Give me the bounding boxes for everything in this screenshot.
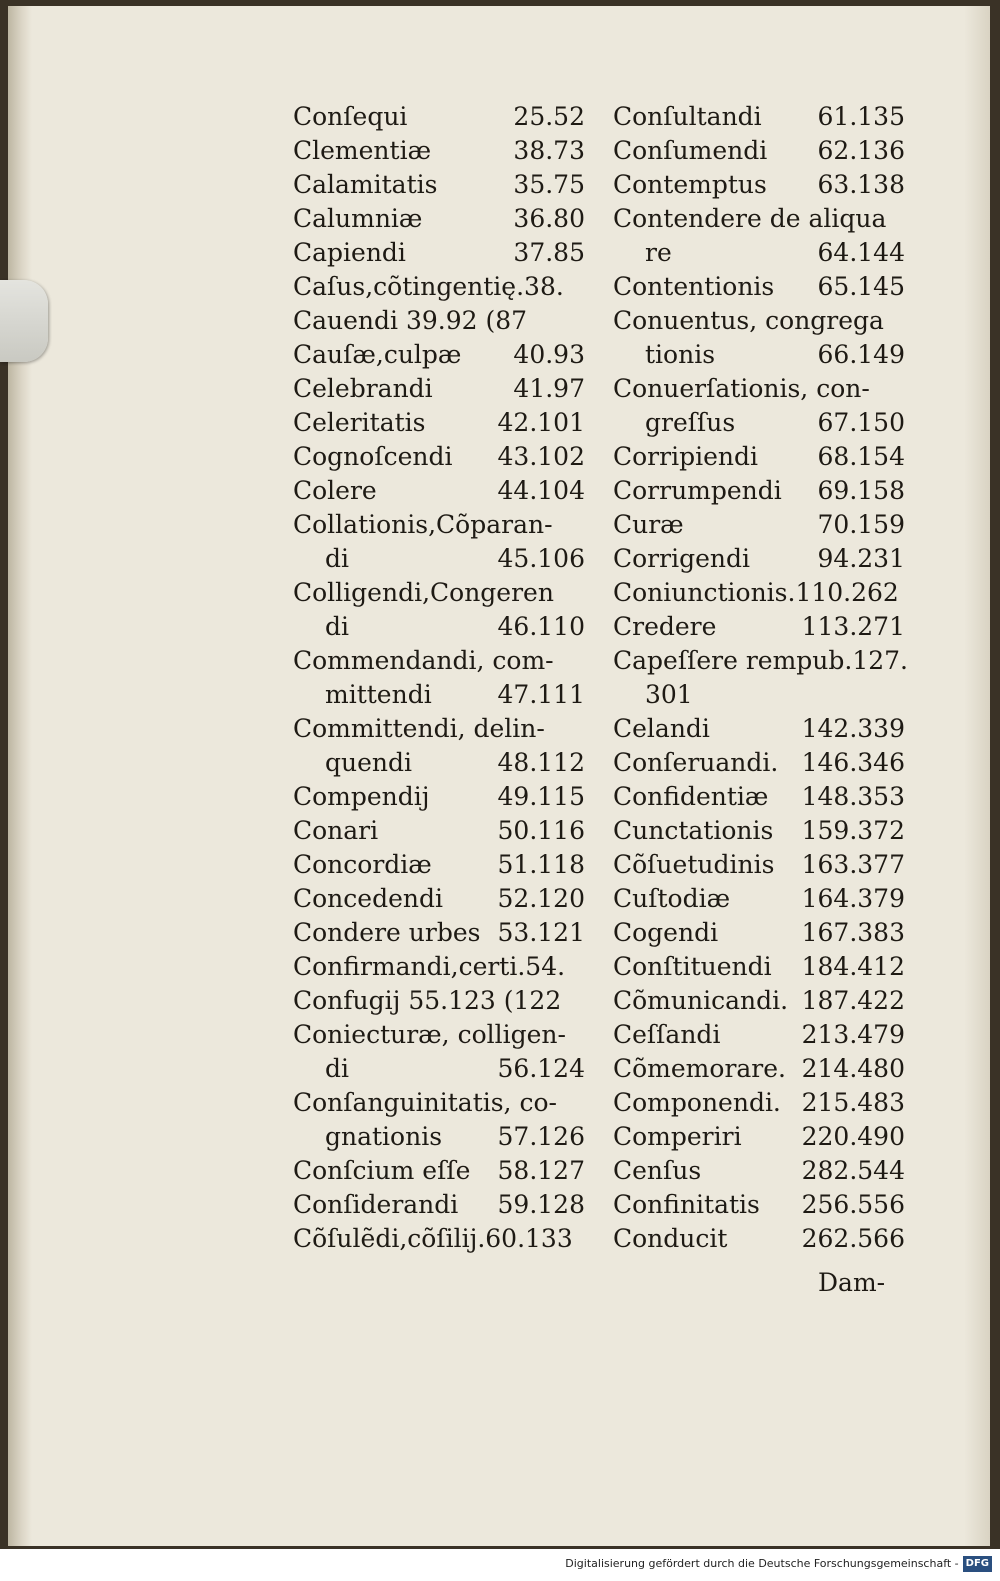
- index-entry: [293, 372, 585, 406]
- entry-term: 301: [645, 680, 693, 709]
- entry-term: Conſanguinitatis, co-: [293, 1088, 557, 1117]
- entry-page-ref: 64.144: [817, 238, 905, 267]
- entry-page-ref: 44.104: [497, 476, 585, 505]
- index-entry: [613, 1086, 905, 1120]
- entry-page-ref: 58.127: [497, 1156, 585, 1185]
- index-entry: [613, 882, 905, 916]
- entry-term: Conſultandi: [613, 102, 762, 131]
- entry-term: Concordiæ: [293, 850, 432, 879]
- entry-page-ref: 45.106: [497, 544, 585, 573]
- entry-page-ref: 50.116: [497, 816, 585, 845]
- entry-term: Conducit: [613, 1224, 728, 1253]
- index-entry: [613, 848, 905, 882]
- entry-term: Conſumendi: [613, 136, 768, 165]
- entry-term: Corrigendi: [613, 544, 750, 573]
- entry-term: Calamitatis: [293, 170, 438, 199]
- entry-term: Capeſſere rempub.127.: [613, 646, 908, 675]
- entry-page-ref: 36.80: [513, 204, 585, 233]
- page-right-shade: [964, 6, 990, 1546]
- entry-page-ref: 37.85: [513, 238, 585, 267]
- entry-page-ref: 187.422: [801, 986, 905, 1015]
- index-entry: [613, 542, 905, 576]
- index-entry: [293, 1018, 585, 1052]
- entry-term: Curæ: [613, 510, 684, 539]
- index-entry: [293, 984, 585, 1018]
- entry-page-ref: 214.480: [801, 1054, 905, 1083]
- index-entry: [613, 1222, 905, 1256]
- index-entry: [293, 916, 585, 950]
- entry-term: Committendi, delin-: [293, 714, 545, 743]
- index-entry: [293, 168, 585, 202]
- index-entry: [613, 576, 905, 610]
- entry-page-ref: 56.124: [497, 1054, 585, 1083]
- index-entry: [293, 406, 585, 440]
- index-entry: [613, 338, 905, 372]
- index-entry: [293, 1154, 585, 1188]
- catchword: Dam-: [818, 1268, 886, 1297]
- index-entry: [613, 1188, 905, 1222]
- index-entry: [613, 100, 905, 134]
- entry-term: di: [325, 612, 349, 641]
- entry-page-ref: 62.136: [817, 136, 905, 165]
- index-entry: [613, 406, 905, 440]
- entry-page-ref: 52.120: [497, 884, 585, 913]
- entry-term: Conſcium eſſe: [293, 1156, 471, 1185]
- entry-term: Contentionis: [613, 272, 775, 301]
- entry-term: Corripiendi: [613, 442, 758, 471]
- index-entry: [293, 1188, 585, 1222]
- index-entry: [293, 610, 585, 644]
- index-entry: [613, 168, 905, 202]
- entry-term: Colligendi,Congeren: [293, 578, 554, 607]
- entry-page-ref: 148.353: [801, 782, 905, 811]
- entry-page-ref: 167.383: [801, 918, 905, 947]
- entry-term: mittendi: [325, 680, 432, 709]
- index-entry: [293, 882, 585, 916]
- entry-page-ref: 282.544: [801, 1156, 905, 1185]
- entry-term: greſſus: [645, 408, 736, 437]
- index-entry: [613, 916, 905, 950]
- entry-term: Comperiri: [613, 1122, 742, 1151]
- index-entry: [613, 1052, 905, 1086]
- entry-page-ref: 40.93: [513, 340, 585, 369]
- index-entry: [293, 576, 585, 610]
- entry-page-ref: 48.112: [497, 748, 585, 777]
- entry-term: Celeritatis: [293, 408, 426, 437]
- index-entry: [613, 202, 905, 236]
- entry-term: Confidentiæ: [613, 782, 769, 811]
- entry-term: Celandi: [613, 714, 710, 743]
- entry-page-ref: 69.158: [817, 476, 905, 505]
- entry-term: Contendere de aliqua: [613, 204, 887, 233]
- index-entry: [293, 780, 585, 814]
- entry-page-ref: 51.118: [497, 850, 585, 879]
- index-entry: [293, 270, 585, 304]
- entry-term: Conſiderandi: [293, 1190, 459, 1219]
- entry-term: Commendandi, com-: [293, 646, 554, 675]
- entry-term: Colere: [293, 476, 377, 505]
- page-clip: [0, 280, 48, 362]
- index-entry: [613, 984, 905, 1018]
- index-entry: [293, 848, 585, 882]
- index-entry: [293, 134, 585, 168]
- entry-term: Cognoſcendi: [293, 442, 453, 471]
- entry-term: Cõmemorare.: [613, 1054, 786, 1083]
- entry-term: di: [325, 544, 349, 573]
- entry-term: Cõſulẽdi,cõſilij.60.133: [293, 1224, 573, 1253]
- index-entry: [293, 1222, 585, 1256]
- entry-term: tionis: [645, 340, 716, 369]
- index-entry: [293, 508, 585, 542]
- index-entry: [613, 746, 905, 780]
- entry-page-ref: 25.52: [513, 102, 585, 131]
- index-entry: [293, 202, 585, 236]
- index-entry: [293, 474, 585, 508]
- entry-term: Calumniæ: [293, 204, 423, 233]
- entry-page-ref: 61.135: [817, 102, 905, 131]
- index-entry: [293, 100, 585, 134]
- entry-page-ref: 35.75: [513, 170, 585, 199]
- index-entry: [613, 950, 905, 984]
- entry-page-ref: 256.556: [801, 1190, 905, 1219]
- entry-term: Caſus,cõtingentię.38.: [293, 272, 564, 301]
- entry-term: Cenſus: [613, 1156, 702, 1185]
- entry-term: gnationis: [325, 1122, 443, 1151]
- entry-page-ref: 41.97: [513, 374, 585, 403]
- entry-page-ref: 63.138: [817, 170, 905, 199]
- entry-term: Coniecturæ, colligen-: [293, 1020, 566, 1049]
- entry-term: Credere: [613, 612, 717, 641]
- entry-term: di: [325, 1054, 349, 1083]
- entry-page-ref: 49.115: [497, 782, 585, 811]
- index-entry: [293, 644, 585, 678]
- entry-term: Conſequi: [293, 102, 408, 131]
- footer-text: Digitalisierung gefördert durch die Deutsche Forschungsgemeinschaft -: [565, 1557, 959, 1570]
- index-entry: [613, 508, 905, 542]
- entry-page-ref: 113.271: [801, 612, 905, 641]
- entry-page-ref: 146.346: [801, 748, 905, 777]
- index-entry: [613, 1120, 905, 1154]
- dfg-logo: DFG: [963, 1556, 992, 1572]
- entry-term: Contemptus: [613, 170, 767, 199]
- entry-term: Cuſtodiæ: [613, 884, 731, 913]
- index-entry: [613, 304, 905, 338]
- entry-page-ref: 38.73: [513, 136, 585, 165]
- entry-term: Capiendi: [293, 238, 406, 267]
- entry-page-ref: 42.101: [497, 408, 585, 437]
- entry-page-ref: 65.145: [817, 272, 905, 301]
- index-entry: [613, 236, 905, 270]
- entry-page-ref: 159.372: [801, 816, 905, 845]
- index-entry: [293, 712, 585, 746]
- index-entry: [293, 304, 585, 338]
- entry-term: Conuentus, congrega: [613, 306, 884, 335]
- entry-term: Conſtituendi: [613, 952, 772, 981]
- entry-term: Coniunctionis.110.262: [613, 578, 899, 607]
- entry-term: quendi: [325, 748, 412, 777]
- entry-term: Conſeruandi.: [613, 748, 779, 777]
- entry-term: Conari: [293, 816, 379, 845]
- entry-term: Corrumpendi: [613, 476, 782, 505]
- index-entry: [613, 644, 908, 678]
- entry-term: Confirmandi,certi.54.: [293, 952, 566, 981]
- entry-page-ref: 184.412: [801, 952, 905, 981]
- entry-term: Cõſuetudinis: [613, 850, 775, 879]
- entry-page-ref: 215.483: [801, 1088, 905, 1117]
- entry-term: Cauendi 39.92 (87: [293, 306, 528, 335]
- index-entry: [293, 338, 585, 372]
- entry-page-ref: 57.126: [497, 1122, 585, 1151]
- entry-page-ref: 163.377: [801, 850, 905, 879]
- entry-page-ref: 66.149: [817, 340, 905, 369]
- entry-term: Celebrandi: [293, 374, 433, 403]
- entry-page-ref: 220.490: [801, 1122, 905, 1151]
- entry-page-ref: 262.566: [801, 1224, 905, 1253]
- entry-term: Confinitatis: [613, 1190, 760, 1219]
- entry-term: Conuerſationis, con-: [613, 374, 870, 403]
- entry-page-ref: 68.154: [817, 442, 905, 471]
- entry-term: Condere urbes: [293, 918, 481, 947]
- entry-term: re: [645, 238, 672, 267]
- page-gutter-edge: [8, 6, 32, 1546]
- index-entry: [293, 678, 585, 712]
- index-entry: [613, 610, 905, 644]
- entry-term: Ceſſandi: [613, 1020, 721, 1049]
- entry-page-ref: 142.339: [801, 714, 905, 743]
- entry-term: Compendij: [293, 782, 430, 811]
- index-entry: [613, 814, 905, 848]
- index-entry: [293, 1120, 585, 1154]
- entry-page-ref: 59.128: [497, 1190, 585, 1219]
- index-entry: [613, 712, 905, 746]
- entry-term: Cauſæ,culpæ: [293, 340, 462, 369]
- entry-page-ref: 94.231: [817, 544, 905, 573]
- index-entry: [613, 372, 905, 406]
- index-entry: [293, 440, 585, 474]
- index-entry: [613, 440, 905, 474]
- footer-credit: [565, 1552, 992, 1576]
- index-entry: [613, 134, 905, 168]
- index-entry: [613, 1018, 905, 1052]
- entry-page-ref: 213.479: [801, 1020, 905, 1049]
- entry-page-ref: 70.159: [817, 510, 905, 539]
- entry-term: Concedendi: [293, 884, 443, 913]
- entry-page-ref: 47.111: [497, 680, 585, 709]
- index-entry: [613, 678, 905, 712]
- entry-page-ref: 164.379: [801, 884, 905, 913]
- entry-term: Confugij 55.123 (122: [293, 986, 562, 1015]
- index-column-left: [293, 100, 585, 1256]
- entry-page-ref: 53.121: [497, 918, 585, 947]
- index-entry: [613, 1154, 905, 1188]
- entry-page-ref: 67.150: [817, 408, 905, 437]
- index-column-right: [613, 100, 908, 1256]
- index-entry: [293, 814, 585, 848]
- index-entry: [293, 746, 585, 780]
- entry-term: Componendi.: [613, 1088, 781, 1117]
- index-entry: [293, 1086, 585, 1120]
- index-entry: [613, 270, 905, 304]
- entry-term: Cogendi: [613, 918, 719, 947]
- index-entry: [293, 236, 585, 270]
- entry-term: Cunctationis: [613, 816, 774, 845]
- index-entry: [293, 1052, 585, 1086]
- entry-term: Clementiæ: [293, 136, 432, 165]
- entry-term: Collationis,Cõparan-: [293, 510, 553, 539]
- index-entry: [293, 542, 585, 576]
- entry-page-ref: 46.110: [497, 612, 585, 641]
- entry-page-ref: 43.102: [497, 442, 585, 471]
- index-entry: [613, 780, 905, 814]
- entry-term: Cõmunicandi.: [613, 986, 789, 1015]
- index-entry: [613, 474, 905, 508]
- index-entry: [293, 950, 585, 984]
